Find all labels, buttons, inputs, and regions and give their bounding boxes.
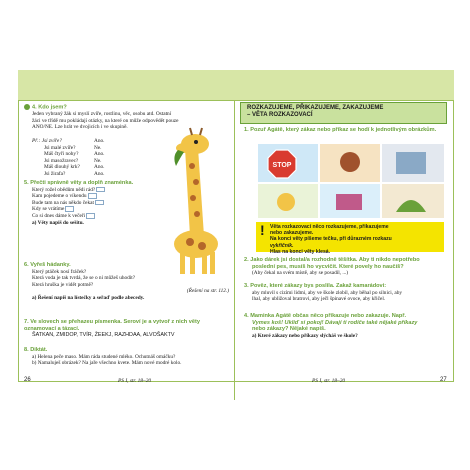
answer-box[interactable] <box>86 213 95 219</box>
page-number-left: 26 <box>24 377 31 383</box>
answer-box[interactable] <box>65 206 74 212</box>
dialog-answer: Ano. <box>94 164 105 171</box>
rq1-title: 1. Pozuř Agátě, který zákaz nebo příkaz se hodí k jednotlivým obrázkům. <box>244 127 437 133</box>
rq4-task: a) Které zákazy nebo příkazy slýcháš ve škole? <box>252 332 358 339</box>
right-q2 <box>244 257 449 277</box>
dialog-question: Jsi malé zvíře? <box>44 144 76 151</box>
badge-icon <box>24 104 30 110</box>
q4-intro-line: žáci ve třídě mu pokládají otázky, na které on může odpovědět pouze <box>32 117 179 124</box>
q6-task: a) Řešení napiš na lístečky a seřaď podle abecedy. <box>32 294 145 301</box>
rq4-line: nebo zákazy? Nějaké napiš. <box>252 326 326 333</box>
stop-sign-text: STOP <box>272 162 292 169</box>
rq2-line: poslední pes, musíš ho vycvičit. Které povely ho naučíš? <box>252 263 404 270</box>
right-q1 <box>244 127 449 134</box>
q5-line: Kam pojedeme o víkendu <box>32 193 87 200</box>
dialog-answer: Ano. <box>94 151 105 158</box>
q5-line: Co si dnes dáme k večeři <box>32 212 86 219</box>
rule-line: nebo zakazujeme. <box>270 230 314 237</box>
footer-right: PS I, str. 18–20 <box>312 378 346 384</box>
q6-reference: (Řešení na str. 112.) <box>186 288 229 295</box>
dialog-answer: Ne. <box>94 144 102 151</box>
left-q7 <box>24 319 229 339</box>
page-number-right: 27 <box>440 377 447 383</box>
q4-title: 4. Kdo jsem? <box>24 104 229 111</box>
dialog-answer: Ano. <box>94 138 105 144</box>
q8-line: a) Helena peče maso. Mám ráda studené mléko. Ochutnáš omáčku? <box>32 353 176 360</box>
q4-intro-line: ANO/NE. Lze hrát ve dvojicích i ve skupině. <box>32 124 128 131</box>
rq2-line: (Aby čekal na svém místě, aby se posadil, ...) <box>252 270 349 277</box>
rule-box <box>256 222 444 255</box>
rq3-line: lhal, aby ubližoval bratrovi, aby ječl špinavé ovoce, aby křičel. <box>252 296 386 303</box>
rq2-title: 2. Jako dárek jsi dostal/a rozhodně těšítka. Aby ti nikdo nepotřebo <box>244 257 420 263</box>
left-q5 <box>24 180 154 226</box>
q8-line: b) Namaluješ obrázek? Na jaře všechno kvete. Mám nové modré kolo. <box>32 360 182 367</box>
right-q3 <box>244 283 449 303</box>
q5-title: 5. Přečti správně věty a doplň znaménka. <box>24 180 134 186</box>
section-header <box>240 102 447 124</box>
left-q8 <box>24 347 229 367</box>
footer-left: PS I, str. 18–20 <box>118 378 152 384</box>
dialog-question: Př.: Jsi zvíře? <box>32 138 62 144</box>
dialog-answer: Ano. <box>94 170 105 177</box>
exclamation-icon: ! <box>260 222 265 238</box>
answer-box[interactable] <box>95 200 104 206</box>
q4-intro-line: Jeden vybraný žák si myslí zvíře, rostlinu, věc, osobu atd. Ostatní <box>32 111 172 118</box>
dialog-question: Jsi žirafa? <box>44 170 66 177</box>
q4-dialog <box>32 138 152 178</box>
dialog-question: Jsi masožravec? <box>44 157 79 164</box>
header-line: – VĚTA ROZKAZOVACÍ <box>247 112 313 118</box>
header-line: ROZKAZUJEME, PŘIKAZUJEME, ZAKAZUJEME <box>247 105 384 111</box>
q5-line: Kdy se vrátíme <box>32 206 65 213</box>
rule-line: Hlas na konci věty klesá. <box>270 248 331 255</box>
q6-line: Která hruška je vidět potmě? <box>32 281 94 288</box>
q8-title: 8. Diktát. <box>24 347 48 353</box>
q6-line: Která voda je tak tvrdá, že se o ni můžeš uhodit? <box>32 275 136 282</box>
q5-task: a) Věty napiš do sešitu. <box>32 219 84 226</box>
q6-line: Který ptáček nosí fráček? <box>32 268 87 275</box>
q5-line: Bude tam na nás někdo čekat <box>32 199 94 206</box>
top-color-band <box>18 70 454 100</box>
giraffe-illustration <box>140 126 230 276</box>
answer-box[interactable] <box>88 193 97 199</box>
right-q4 <box>244 313 449 339</box>
dialog-question: Máš čtyři nohy? <box>44 151 79 158</box>
q7-words: ŠATKAN, ZMIDOP, TVÍR, ŽEEKJ, RAZHDAA, ALVOŠAKTV <box>32 332 175 339</box>
page-gutter <box>234 100 235 400</box>
rq3-line: aby mluvil s cizími lidmi, aby ve škole zlobil, aby běhal po silnici, aby <box>252 289 403 296</box>
q6-title: 6. Vyřeš hádanky. <box>24 262 71 268</box>
rule-line: Věta rozkazovací něco rozkazujeme, přikazujeme <box>270 224 389 230</box>
q7-title: 7. Ve slovech se přehazeu písmenka. Seroví je a vytvoř z nich věty oznamovací a tázací. <box>24 319 200 332</box>
illustration-grid <box>256 142 446 220</box>
rule-line: vykřičník. <box>270 242 294 249</box>
rq4-title: 4. Maminka Agátě občas něco přikazuje nebo zakazuje. Např. <box>244 313 407 319</box>
dialog-answer: Ne. <box>94 157 102 164</box>
dialog-question: Máš dlouhý krk? <box>44 164 80 171</box>
rule-line: Na konci věty píšeme tečku, při důrazném rozkazu <box>270 236 392 243</box>
answer-box[interactable] <box>96 187 105 193</box>
rq4-line: Vymes koš! Ukliď si pokoj! Dávají ti rodiče také nějaké příkazy <box>252 319 418 326</box>
left-q6 <box>24 262 229 302</box>
rq3-title: 3. Pověz, které zákazy bys poslila. Zakaž kamarádovi: <box>244 283 387 289</box>
q5-line: Který rožel obědům nědi rád? <box>32 186 96 193</box>
